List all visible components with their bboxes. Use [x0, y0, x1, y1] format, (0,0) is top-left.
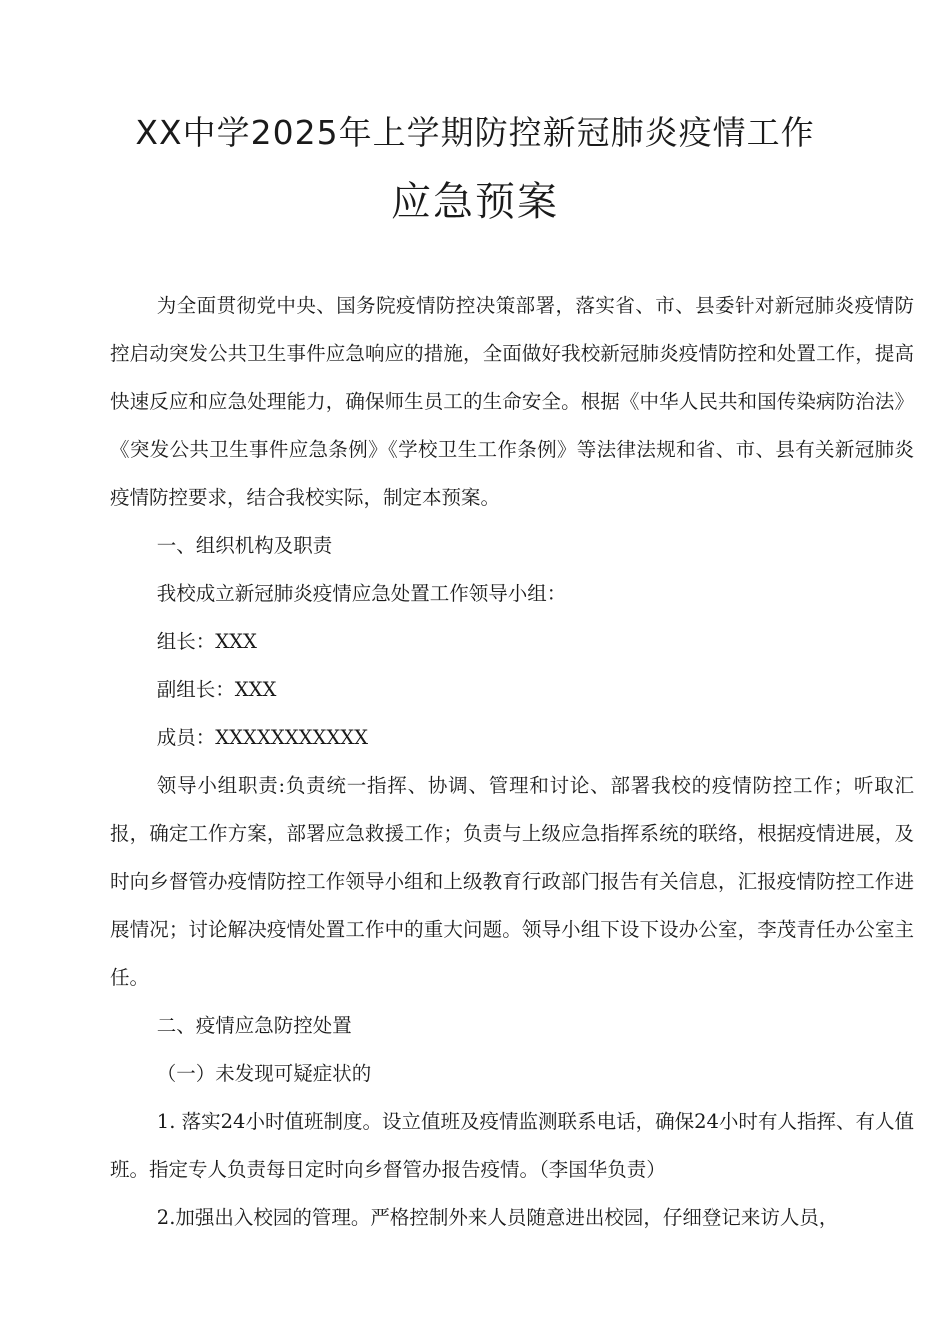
subsection-heading-no-symptoms: （一）未发现可疑症状的	[156, 1062, 372, 1085]
paragraph-deputy-leader: 副组长：XXX	[156, 678, 277, 701]
paragraph-duty-system: 1. 落实24小时值班制度。设立值班及疫情监测联系电话，确保24小时有人指挥、有人值班。指定专人负责每日定时向乡督管办报告疫情。（李国华负责）	[110, 1110, 914, 1181]
document-body	[110, 282, 914, 1242]
section-heading-emergency-response: 二、疫情应急防控处置	[156, 1014, 352, 1037]
document-title-line-2: 应急预案	[391, 179, 559, 225]
paragraph-leadership-group: 我校成立新冠肺炎疫情应急处置工作领导小组：	[156, 582, 567, 605]
section-heading-organization: 一、组织机构及职责	[156, 534, 333, 557]
paragraph-members: 成员：XXXXXXXXXXX	[156, 726, 369, 749]
document-title-line-1: XX中学2025年上学期防控新冠肺炎疫情工作	[135, 113, 815, 152]
paragraph-group-leader: 组长：XXX	[156, 630, 257, 653]
intro-paragraph: 为全面贯彻党中央、国务院疫情防控决策部署，落实省、市、县委针对新冠肺炎疫情防控启动突发公共卫生事件应急响应的措施，全面做好我校新冠肺炎疫情防控和处置工作，提高快速反应和应急处理能力，确保师生员工的生命安全。根据《中华人民共和国传染病防治法》《突发公共卫生事件应急条例》《学校卫生工作条例》等法律法规和省、市、县有关新冠肺炎疫情防控要求，结合我校实际，制定本预案。	[110, 294, 914, 509]
paragraph-group-duties: 领导小组职责:负责统一指挥、协调、管理和讨论、部署我校的疫情防控工作；听取汇报，确定工作方案，部署应急救援工作；负责与上级应急指挥系统的联络，根据疫情进展，及时向乡督管办疫情防控工作领导小组和上级教育行政部门报告有关信息，汇报疫情防控工作进展情况；讨论解决疫情处置工作中的重大问题。领导小组下设下设办公室，李茂青任办公室主任。	[110, 774, 914, 989]
paragraph-campus-access: 2.加强出入校园的管理。严格控制外来人员随意进出校园，仔细登记来访人员，	[156, 1206, 839, 1229]
